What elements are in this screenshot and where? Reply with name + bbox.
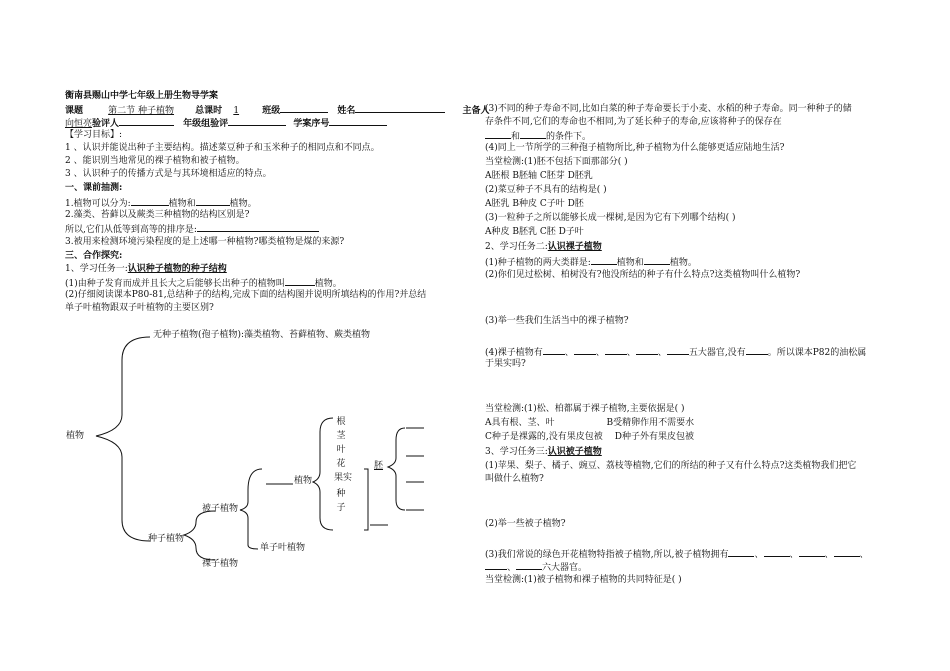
- gymno-organ-blank-3[interactable]: [605, 345, 627, 355]
- angio-organ-blank-4[interactable]: [834, 547, 860, 557]
- storage-end: 的条件下。: [546, 132, 592, 142]
- tree-organ-seed: [335, 487, 347, 515]
- t3-q3-text: (3)我们常说的绿色开花植物特指被子植物,所以,被子植物拥有: [485, 550, 729, 560]
- preparer-label: 主备人: [462, 106, 490, 116]
- check-2-q1: [485, 403, 685, 415]
- task-3-q1a: (1)苹果、梨子、橘子、豌豆、荔枝等植物,它们的所结的种子又有什么特点?这类植物我们把它: [485, 461, 857, 471]
- check-2-option-a: A具有根、茎、叶: [485, 418, 555, 428]
- hours-value: 1: [233, 106, 240, 116]
- task-2-q4: (4)裸子植物有 、 、 、 、 五大器官,没有 。所以课本P82的油松属: [485, 345, 866, 359]
- r-p3a: (3)不同的种子寿命不同,比如白菜的种子寿命要长于小麦、水稻的种子寿命。同一种种子的储: [485, 104, 852, 114]
- task-2-heading: [485, 241, 602, 253]
- task-2-prefix: 2、学习任务二:: [485, 242, 548, 252]
- q1-text-c: 植物。: [229, 199, 257, 209]
- task-1-prefix: 1、学习任务一:: [65, 264, 128, 274]
- task-1-title: 认识种子植物的种子结构: [127, 264, 227, 274]
- check-3-q1: [485, 574, 682, 586]
- reviewer-label: 验评人: [92, 119, 120, 129]
- gymno-missing-blank[interactable]: [746, 345, 768, 355]
- class-label: 班级: [262, 106, 281, 116]
- t2-q4-text-b: 五大器官,没有: [688, 348, 746, 358]
- t2-q1-blank-1[interactable]: [591, 255, 617, 265]
- lesson-value: 第二节 种子植物: [108, 106, 175, 116]
- goal-3: 3 、认识种子的传播方式是与其环境相适应的特点。: [65, 169, 272, 179]
- q1-text-b: 植物和: [168, 199, 196, 209]
- tree-angiosperm: 被子植物: [202, 504, 239, 514]
- t2-q4-text-c: 。所以课本P82的油松属: [767, 348, 867, 358]
- organs-brace: [313, 418, 333, 530]
- t2-q4-text-a: (4)裸子植物有: [485, 348, 543, 358]
- check-1-q2: (2)菜豆种子不具有的结构是( ): [485, 185, 607, 195]
- tree-organ-seed-text: 种子: [336, 489, 346, 513]
- pre-test-q3: 3.被用来检测环境污染程度的是上述哪一种植物?哪类植物是煤的来源?: [65, 237, 345, 247]
- angio-organ-blank-5[interactable]: [485, 560, 507, 570]
- r-p3c: [485, 129, 591, 143]
- task-3-q3-cont: 、 六大器官。: [485, 560, 587, 574]
- check-2-options-ab: [485, 417, 694, 429]
- storage-blank-1[interactable]: [485, 129, 511, 139]
- goal-2: 2 、能识别当地常见的裸子植物和被子植物。: [65, 156, 245, 166]
- task-2-q3: (3)举一些我们生活当中的裸子植物?: [485, 316, 629, 326]
- gymno-organ-blank-5[interactable]: [667, 345, 689, 355]
- check-3-q1-text: (1)被子植物和裸子植物的共同特征是( ): [524, 575, 682, 585]
- name-label: 姓名: [337, 106, 356, 116]
- study-no-label: 学案序号: [293, 119, 330, 129]
- check-2-option-b: B受精卵作用不需要水: [606, 418, 695, 428]
- tree-root: 植物: [66, 431, 85, 441]
- task-2-q1: [485, 255, 697, 269]
- tree-dicot-suffix: 植物: [294, 476, 313, 486]
- school-title: 衡南县赐山中学七年级上册生物导学案: [65, 91, 219, 101]
- gymno-organ-blank-1[interactable]: [543, 345, 565, 355]
- r-p4: (4)同上一节所学的三种孢子植物所比,种子植物为什么能够更适应陆地生活?: [485, 143, 785, 153]
- check-1-q1-options: A胚根 B胚轴 C胚芽 D胚乳: [485, 171, 593, 181]
- check-2-options-cd: [485, 431, 694, 443]
- check-2-option-c: C种子是裸露的,没有果皮包被: [485, 432, 603, 442]
- storage-blank-2[interactable]: [520, 129, 546, 139]
- task-1-q2b: 单子叶植物跟双子叶植物的主要区别?: [65, 303, 214, 313]
- grade-review-label: 年级组验评: [183, 119, 229, 129]
- tree-seed-plant: 种子植物: [148, 534, 185, 544]
- goal-1: 1 、认识并能说出种子主要结构。描述菜豆种子和玉米种子的相同点和不同点。: [65, 143, 380, 153]
- angio-organ-blank-1[interactable]: [728, 547, 754, 557]
- gymno-organ-blank-2[interactable]: [574, 345, 596, 355]
- check-1-label: 当堂检测:: [485, 157, 525, 167]
- tree-organ-leaf: 叶: [336, 445, 346, 455]
- t1-q1-text: (1)由种子发育而成并且长大之后能够长出种子的植物叫: [65, 279, 285, 289]
- tree-organ-root: 根: [336, 417, 346, 427]
- embryo-brace: [388, 428, 405, 510]
- tree-organ-flower: 花: [336, 459, 346, 469]
- check-1-q2-options: A胚乳 B种皮 C子叶 D胚: [485, 199, 584, 209]
- check-1-q3: (3)一粒种子之所以能够长成一棵树,是因为它有下列哪个结构( ): [485, 213, 736, 223]
- task-3-prefix: 3、学习任务三:: [485, 447, 548, 457]
- check-1-q3-options: A种皮 B胚乳 C胚 D子叶: [485, 227, 584, 237]
- task-1-q2a: (2)仔细阅读课本P80-81,总结种子的结构,完成下面的结构图并说明所填结构的作用?并总结: [65, 290, 427, 300]
- check-2-option-d: D种子外有果皮包被: [614, 432, 694, 442]
- tree-gymnosperm: 裸子植物: [202, 559, 239, 569]
- task-3-title: 认识被子植物: [547, 447, 602, 457]
- angio-brace: [240, 469, 262, 549]
- t1-q1-end: 植物。: [314, 279, 342, 289]
- seed-connector: [364, 469, 368, 530]
- check-2-label: 当堂检测:: [485, 404, 525, 414]
- gymno-organ-blank-4[interactable]: [636, 345, 658, 355]
- task-2-title: 认识裸子植物: [547, 242, 602, 252]
- q2-order-text: 所以,它们从低等到高等的排序是:: [65, 225, 197, 235]
- t2-q1-mid: 植物和: [616, 258, 644, 268]
- task-3-heading: [485, 446, 602, 458]
- goals-title: 【学习目标】:: [65, 130, 123, 140]
- t3-q3-end: 六大器官。: [542, 563, 588, 573]
- tree-embryo: 胚: [374, 461, 384, 471]
- q1-text-a: 1.植物可以分为:: [65, 199, 131, 209]
- storage-and: 和: [511, 132, 521, 142]
- tree-no-seed-plant: 无种子植物(孢子植物):藻类植物、苔藓植物、蕨类植物: [153, 330, 371, 340]
- task-3-q1b: 叫做什么植物?: [485, 474, 544, 484]
- check-1-q1-text: (1)胚不包括下面那部分( ): [524, 157, 628, 167]
- pre-test-q2: 2.藻类、苔藓以及蕨类三种植物的结构区别是?: [65, 210, 250, 220]
- root-brace: [96, 337, 150, 541]
- task-2-q2: (2)你们见过松树、柏树没有?他没所结的种子有什么特点?这类植物叫什么植物?: [485, 270, 801, 280]
- tree-monocot: 单子叶植物: [260, 543, 306, 553]
- section-3-title: 三、合作探究:: [65, 251, 123, 261]
- check-2-q1-text: (1)松、柏都属于裸子植物,主要依据是( ): [524, 404, 685, 414]
- task-3-q3: (3)我们常说的绿色开花植物特指被子植物,所以,被子植物拥有 、 、 、 、: [485, 547, 869, 561]
- t2-q1-blank-2[interactable]: [644, 255, 670, 265]
- check-1-q1: [485, 156, 628, 168]
- angio-organ-blank-2[interactable]: [764, 547, 790, 557]
- seed-plant-brace: [184, 511, 215, 560]
- t2-q1-end: 植物。: [669, 258, 697, 268]
- t2-q1-text: (1)种子植物的两大类群是:: [485, 258, 591, 268]
- task-3-q2: (2)举一些被子植物?: [485, 519, 566, 529]
- preparer-name: 向恒亮: [65, 119, 93, 129]
- lesson-label: 课题: [65, 106, 84, 116]
- r-p3b: 存条件不同,它们的寿命也不相同,为了延长种子的寿命,应该将种子的保存在: [485, 117, 782, 127]
- check-3-label: 当堂检测:: [485, 575, 525, 585]
- tree-organ-fruit: 果实: [334, 473, 353, 483]
- angio-organ-blank-6[interactable]: [516, 560, 542, 570]
- task-2-q4-cont: 于果实吗?: [485, 359, 526, 369]
- section-1-title: 一、课前抽测:: [65, 183, 123, 193]
- angio-organ-blank-3[interactable]: [799, 547, 825, 557]
- hours-label: 总课时: [195, 106, 223, 116]
- tree-organ-stem: 茎: [336, 431, 346, 441]
